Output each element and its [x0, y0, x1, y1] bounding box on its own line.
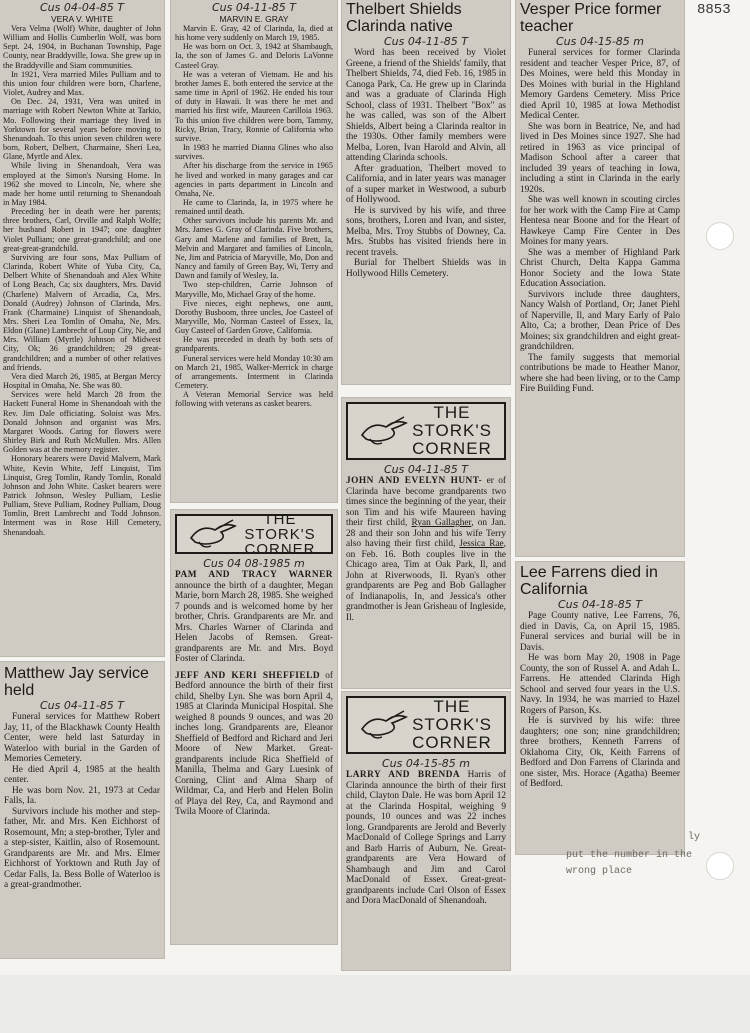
- scanner-margin: [0, 975, 750, 1033]
- handwritten-date: Cus 04 08-1985 m: [203, 557, 305, 570]
- birth-announcement: [346, 770, 506, 907]
- paragraph: Funeral services for former Clarinda resident and teacher Vesper Price, 87, of Des Moines, were held this Monday in Des Moines with burial in the Highland Memory Gardens Cemetery. Miss Price died April 10, 1985 at Iowa Methodist Medical Center.: [520, 48, 680, 121]
- clipping-thelbert-shields: [342, 0, 510, 384]
- storks-corner-banner: [346, 402, 506, 460]
- storks-corner-title: THE STORK'S CORNER: [412, 403, 492, 458]
- birth-announcement: [175, 671, 333, 818]
- clipping-marvin-gray: [171, 0, 337, 502]
- paragraph: Survivors include three daughters, Nancy Walsh of Portland, Or; Janet Piehl of Naperville, Il, and Mary Early of Palo Alto, Ca; a brother, Dean Price of Des Moines; six grandchildren and eight great-grandchildren.: [520, 289, 680, 352]
- handwritten-date: Cus 04-18-85 T: [557, 598, 643, 611]
- paragraph: On Dec. 24, 1931, Vera was united in marriage with Robert Newton White at Tarkio, Mo. Following their marriage they lived in Yorktown for several years before moving to Shenandoah. To this union seven children were born, Robert, Delbert, Charmaine, Sheri Lea, Glane, Myrtle and Alex.: [3, 97, 161, 162]
- announcement-text: er of Clarinda have become grandparents two times since the beginning of the year, their son Tim and his wife Maureen having their first child,: [346, 476, 507, 528]
- obituary-heading: VERA V. WHITE: [50, 14, 114, 24]
- headline: Thelbert Shields Clarinda native: [346, 1, 462, 35]
- handwritten-date: Cus 04-04-85 T: [39, 1, 125, 14]
- handwritten-date: Cus 04-15-85 m: [381, 757, 471, 770]
- paragraph: He is survived by his wife, and three sons, brothers, Loren and Ivan, and sister, Melba, Mrs. Troy Stubbs of Downey, Ca. Mrs. Stubbs has visited friends here in recent travels.: [346, 205, 506, 258]
- typed-note-fragment: ly: [688, 832, 701, 843]
- typed-note-line: put the number in the: [566, 850, 693, 861]
- paragraph: She was well known in scouting circles for her work with the Camp Fire at Camp Hentesa near Boone and for the Heart of Hawkeye Camp Fire Center in Des Moines for many years.: [520, 195, 680, 247]
- paragraph: Funeral services for Matthew Robert Jay, 11, of the Blackhawk County Health Center, were held last Saturday in Waterloo with burial in the Garden of Memories Cemetery.: [4, 712, 160, 764]
- paragraph: He was preceded in death by both sets of grandparents.: [175, 335, 333, 354]
- paragraph: Survivors include his mother and step-father, Mr. and Mrs. Ken Eichhorst of Rosemount, Mn; a step-brother, Tyler and a step-sister, Kaitlin, also of Rosemount. Grandparents are Mr. and Mrs. Elmer Eichhorst of Yorktown and Ruth Jay of Cedar Falls, Ia. Bess Bolle of Waterloo is a great-grandmother.: [4, 806, 160, 890]
- baby-name: Jessica Rae: [459, 539, 504, 549]
- paragraph: Services were held March 28 from the Hackett Funeral Home in Shenandoah with the Rev. Jim Dale officiating. Soloist was Mrs. Donald Johnson and organist was Mrs. Margaret Woods. Caring for flowers were Shirley Birk and Ruth McMullen. Mrs. Allen Golden was at the memory register.: [3, 390, 161, 455]
- paragraph: The family suggests that memorial contributions be made to Heather Manor, where she had been living, or to the Camp Fire Building Fund.: [520, 352, 680, 394]
- paragraph: Funeral services were held Monday 10:30 am on March 21, 1985, Walker-Merrick in charge of arrangements. Interment in Clarinda Cemetery.: [175, 353, 333, 391]
- birth-announcement: [346, 476, 506, 623]
- paragraph: Preceding her in death were her parents; three brothers, Carl, Orville and Ralph Wolfe; her husband Robert in 1947; one daughter Violet Pulliam; one great-grandchild; and one great-great-grandchild.: [3, 207, 161, 253]
- paragraph: He came to Clarinda, Ia, in 1975 where he remained until death.: [175, 197, 333, 217]
- storks-corner-banner: [346, 696, 506, 754]
- storks-corner-title: THE STORK'S CORNER: [244, 510, 316, 558]
- announcement-lead: LARRY AND BRENDA: [346, 770, 461, 780]
- clipping-vesper-price: [516, 0, 684, 556]
- announcement-text: , on Jan. 28 and their son John and his wife Terry also having their first child,: [346, 518, 506, 549]
- paragraph: Word has been received by Violet Greene, a friend of the Shields' family, that Thelbert Shields, 74, died Feb. 16, 1985 in Canoga Park, Ca. He grew up in Clarinda and was a graduate of Clarinda High School, class of 1931. Thelbert "Box" as he was called, was son of the Albert Shields, Albert being a Clarinda realtor in the 1930s. Other family members were Melba, Loren, Ivan Harold and Alvin, all attending Clarinda schools.: [346, 48, 506, 163]
- announcement-text: announce the birth of a daughter, Megan Marie, born March 28, 1985. She weighed 7 pounds and is welcomed home by her brother, Chris. Grandparents are Mr. and Mrs. Charles Warner of Clarinda and Helen Jacobs of Remsen. Great-grandparents are Mr. and Mrs. Boyd Foster of Clarinda.: [175, 580, 333, 664]
- baby-name: Ryan Gallagher: [411, 518, 472, 528]
- paragraph: He died April 4, 1985 at the health center.: [4, 764, 160, 785]
- paragraph: A Veteran Memorial Service was held following with veterans as casket bearers.: [175, 390, 333, 409]
- clipping-storks-corner-warner: [171, 510, 337, 944]
- obituary-body: [520, 48, 680, 395]
- announcement-text: of Bedford announce the birth of their first child, Shelby Lyn. She was born April 4, 1985 at Clarinda Municipal Hospital. She weighed 8 pounds 9 ounces, and was 20 inches long. Grandparents are, Eleanor Sheffield of Bedford and Richard and Jeri Moore of New Market. Great-grandparents include Rica Sheffield of Manilla, Thelma and Gary Luesink of Corning, Clint and Alma Sharp of Wildmar, Ca, and Herb and Helen Bolin of Playa del Rey, Ca, and Raymond and Twila Moore of Clarinda.: [175, 670, 333, 817]
- handwritten-date: Cus 04-11-85 T: [383, 35, 469, 48]
- paragraph: Vera Velma (Wolf) White, daughter of John William and Hollis Cumberlin Wolf, was born Sept. 24, 1904, in Buchanan Township, Page County, near Braddyville, Iowa. She grew up in the Braddyville and Siam communities.: [3, 24, 161, 70]
- announcement-text: , on Feb. 16. Both couples live in the Chicago area, Tim at Oak Park, Il, and John at Riverwoods, Il. Ryan's other grandparents are Peg and Bob Gallagher of Indianapolis, In, and Jessica's other grandmother is Jean Grisheau of Ingleside, Il.: [346, 539, 506, 623]
- paragraph: He was a veteran of Vietnam. He and his brother James E. both entered the service at the same time in April of 1962. He ended his tour of duty in Hawaii. It was there he met and married his first wife, Maureen Carilloia 1963. To this union five children were born, Tammy, Ricky, Brian, Tracy, Ronnie of California who survive.: [175, 69, 333, 143]
- paragraph: She was born in Beatrice, Ne, and had lived in Des Moines since 1927. She had retired in 1963 as vice principal of Madison School after a career that included 39 years of teaching in Iowa, including a stint in Clarinda in the early 1920s.: [520, 121, 680, 195]
- handwritten-date: Cus 04-15-85 m: [555, 35, 645, 48]
- paragraph: In 1921, Vera married Miles Pulliam and to this union four children were born, Charlene, Violet, Audrey and Max.: [3, 69, 161, 98]
- clipping-matthew-jay: [0, 662, 164, 958]
- paragraph: He was born May 20, 1908 in Page County, the son of Russel A. and Adah L. Farrens. He attended Clarinda High School and served four years in the U.S. Navy. In 1934, he was married to Hazel Rogers of Parson, Ks.: [520, 653, 680, 716]
- obituary-body: [3, 24, 161, 537]
- stork-icon: [187, 518, 239, 550]
- paragraph: Surviving are four sons, Max Pulliam of Clarinda, Robert White of Yuba City, Ca, Delbert White of Shenandoah and Alex White of Long Beach, Ca; six daughters, Mrs. David (Charlene) Malvern of Arcadia, Ca, Mrs. Donald (Audrey) Johnson of Clarinda, Mrs. Frank (Charmaine) Linquist of Shenandoah, Mrs. Sheri Lea Tomlin of Omaha, Ne, Mrs. Eldon (Glane) Lambrecht of Loup City, Ne, and Mrs. William (Myrtle) Johnson of Midwest City, Ok; 36 grandchildren; 29 great-grandchildren; and a number of other relatives and friends.: [3, 252, 161, 372]
- paragraph: After graduation, Thelbert moved to California, and in later years was manager of a super market in Westwood, a suburb of Hollywood.: [346, 163, 506, 205]
- handwritten-date: Cus 04-11-85 T: [211, 1, 297, 14]
- handwritten-date: Cus 04-11-85 T: [383, 463, 469, 476]
- paragraph: He was born on Oct. 3, 1942 at Shambaugh, Ia, the son of James G. and Deloris LaVonne Casteel Gray.: [175, 42, 333, 70]
- page-number: 8853: [697, 2, 731, 18]
- paragraph: While living in Shenandoah, Vera was employed at the Simon's Nursing Home. In 1962 she moved to Lincoln, Ne, where she made her home until returning to Shenandoah in May 1984.: [3, 161, 161, 207]
- paragraph: Other survivors include his parents Mr. and Mrs. James G. Gray of Clarinda. Five brothers, Gary and Marlene and families of Brett, Ia, Melvin and Margaret and families of Lincoln, Ne, Jim and Patricia of Maryville, Mo, Don and Nancy and family of Green Bay, Wi, Terry and Dawn and family of Wesley, Ia.: [175, 216, 333, 281]
- announcement-lead: JOHN AND EVELYN HUNT-: [346, 476, 483, 486]
- paragraph: She was a member of Highland Park Christ Church, Delta Kappa Gamma Honor Society and the Iowa State Education Association.: [520, 247, 680, 289]
- clipping-storks-corner-hunter: [342, 398, 510, 688]
- paragraph: He is survived by his wife: three daughters; one son; nine grandchildren; three brothers, Kenneth Farrens of Oklahoma City, Ok, Keith Farrens of Bedford and Don Farrens of Clarinda and one sister, Mrs. Horace (Agatha) Beemer of Bedford.: [520, 716, 680, 789]
- paragraph: Marvin E. Gray, 42 of Clarinda, Ia, died at his home very suddenly on March 19, 1985.: [175, 24, 333, 43]
- obituary-body: [520, 611, 680, 790]
- handwritten-date: Cus 04-11-85 T: [39, 699, 125, 712]
- typed-note-line: wrong place: [566, 866, 633, 877]
- clipping-vera-white: [0, 0, 164, 656]
- headline: Vesper Price former teacher: [520, 1, 662, 35]
- birth-announcement: [175, 570, 333, 665]
- paragraph: Page County native, Lee Farrens, 76, died in Davis, Ca, on April 15, 1985. Funeral services and burial will be in Davis.: [520, 611, 680, 653]
- headline: Matthew Jay service held: [4, 665, 149, 699]
- announcement-text: Harris of Clarinda announce the birth of their first child, Clayton Dale. He was born April 12 at the Clarinda Hospital, weighing 9 pounds, 10 ounces and was 22 inches long. Grandparents are Jerold and Beverly MacDonald of College Springs and Larry and Barb Harris of Auburn, Ne. Great-grandparents are Vera Howard of Shambaugh and Jim and Carol MacDonald of Essex. Great-great-grandparents include Carl Olson of Essex and Dora MacDonald of Shenandoah.: [346, 770, 506, 906]
- paragraph: He was born Nov. 21, 1973 at Cedar Falls, Ia.: [4, 785, 160, 806]
- headline: Lee Farrens died in California: [520, 564, 658, 598]
- obituary-heading: MARVIN E. GRAY: [219, 14, 289, 24]
- announcement-lead: PAM AND TRACY WARNER: [175, 570, 333, 580]
- clipping-storks-corner-harris: [342, 692, 510, 970]
- paragraph: Honorary bearers were David Malvern, Mark White, Kevin White, Jeff Linquist, Tim Linquist, Greg Tomlin, Randy Tomlin, Ronald Johnson and John White. Casket bearers were Patrick Johnson, Wesley Pulliam, Leslie Pulliam, Steve Pulliam, Rodney Pulliam, Doug Tomlin, Brett Lambrecht and Todd Johnson. Interment was in Rose Hill Cemetery, Shenandoah.: [3, 454, 161, 537]
- paragraph: After his discharge from the service in 1965 he lived and worked in many garages and car agencies in parts department in Lincoln and Omaha, Ne.: [175, 161, 333, 198]
- paragraph: In 1983 he married Dianna Glines who also survives.: [175, 143, 333, 162]
- storks-corner-title: THE STORK'S CORNER: [412, 697, 492, 752]
- paragraph: Two step-children, Carrie Johnson of Maryville, Mo, Michael Gray of the home.: [175, 280, 333, 299]
- obituary-body: [175, 24, 333, 409]
- announcement-lead: JEFF AND KERI SHEFFIELD: [175, 670, 321, 681]
- binder-hole-top: [706, 222, 734, 250]
- clipping-lee-farrens: [516, 562, 684, 854]
- paragraph: Five nieces, eight nephews, one aunt, Dorothy Busboom, three uncles, Joe Casteel of Maryville, Mo, Norman Casteel of Essex, Ia, Guy Casteel of Garden Grove, California.: [175, 298, 333, 336]
- obituary-body: [4, 712, 160, 891]
- stork-icon: [358, 709, 410, 741]
- paragraph: Vera died March 26, 1985, at Bergan Mercy Hospital in Omaha, Ne. She was 80.: [3, 371, 161, 391]
- obituary-body: [346, 48, 506, 279]
- storks-corner-banner: [175, 510, 333, 558]
- binder-hole-bottom: [706, 852, 734, 880]
- stork-icon: [358, 415, 410, 447]
- paragraph: Burial for Thelbert Shields was in Hollywood Hills Cemetery.: [346, 258, 506, 279]
